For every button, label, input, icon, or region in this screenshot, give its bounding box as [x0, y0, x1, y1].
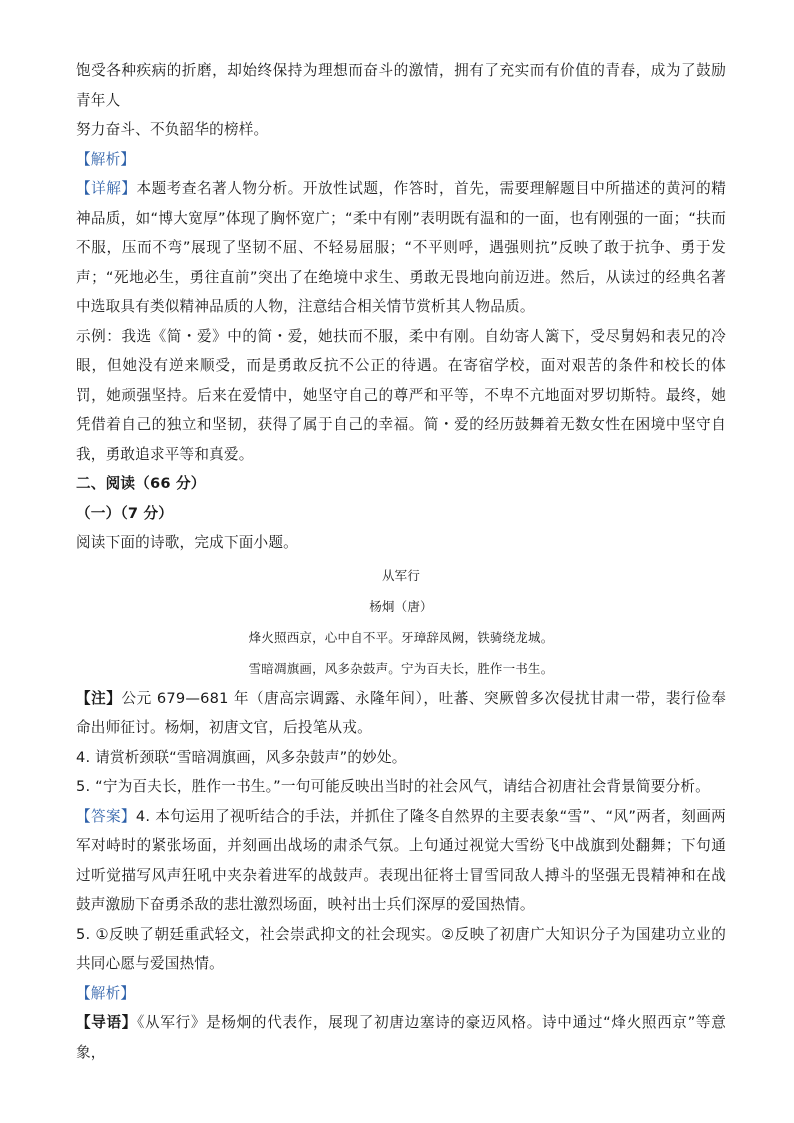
poem-line-2: 雪暗凋旗画，风多杂鼓声。宁为百夫长，胜作一书生。 [248, 660, 554, 676]
sub-section-heading: （一）（7 分） [76, 504, 174, 522]
intro-line-2: 努力奋斗、不负韶华的榜样。 [76, 121, 269, 138]
answer-5-paragraph: 5. ①反映了朝廷重武轻文，社会崇武抑文的社会现实。②反映了初唐广大知识分子为国建功立业的共同心愿与爱国热情。 [76, 925, 726, 972]
analysis-tag-2: 【解析】 [76, 984, 136, 1002]
analysis-tag: 【解析】 [76, 150, 136, 168]
guide-text: 《从军行》是杨炯的代表作，展现了初唐边塞诗的豪迈风格。诗中通过“烽火照西京”等意象， [76, 1014, 726, 1061]
answer-tag: 【答案】 [76, 807, 136, 825]
guide-tag: 【导语】 [76, 1014, 138, 1031]
section-heading: 二、阅读（66 分） [76, 475, 206, 492]
guide-paragraph [76, 1008, 726, 1067]
poem-title: 从军行 [381, 567, 421, 583]
question-5: 5. “宁为百夫长，胜作一书生。”一句可能反映出当时的社会风气，请结合初唐社会背景简要分析。 [76, 778, 710, 795]
poem-author: 杨炯（唐） [369, 598, 433, 614]
document-body [76, 56, 726, 1067]
poem-line-1: 烽火照西京，心中自不平。牙璋辞凤阙，铁骑绕龙城。 [248, 629, 554, 645]
reading-instruction: 阅读下面的诗歌，完成下面小题。 [76, 534, 298, 551]
answer-4-paragraph [76, 802, 726, 920]
answer-4-text: 4. 本句运用了视听结合的手法，并抓住了隆冬自然界的主要表象“雪”、“风”两者，刻画两军对峙时的紧张场面，并刻画出战场的肃杀气氛。上句通过视觉大雪纷飞中战旗到处翻舞；下句通过听觉描写风声狂吼中夹杂着进军的战鼓声。表现出征将士冒雪同敌人搏斗的坚强无畏精神和在战鼓声激励下奋勇杀敌的悲壮激烈场面，映衬出士兵们深厚的爱国热情。 [76, 807, 726, 913]
intro-line-1: 饱受各种疾病的折磨，却始终保持为理想而奋斗的激情，拥有了充实而有价值的青春，成为了鼓励青年人 [76, 62, 726, 109]
note-tag: 【注】 [76, 689, 122, 707]
detail-paragraph [76, 174, 726, 322]
detail-text: 本题考查名著人物分析。开放性试题，作答时，首先，需要理解题目中所描述的黄河的精神品质，如“博大宽厚”体现了胸怀宽广；“柔中有刚”表明既有温和的一面，也有刚强的一面；“扶而不服，压而不弯”展现了坚韧不屈、不轻易屈服；“不平则呼，遇强则抗”反映了敢于抗争、勇于发声；“死地必生，勇往直前”突出了在绝境中求生、勇敢无畏地向前迈进。然后，从读过的经典名著中选取具有类似精神品质的人物，注意结合相关情节赏析其人物品质。 [76, 180, 726, 315]
example-paragraph: 示例：我选《简・爱》中的简・爱，她扶而不服，柔中有刚。自幼寄人篱下，受尽舅妈和表兄的冷眼，但她没有逆来顺受，而是勇敢反抗不公正的待遇。在寄宿学校，面对艰苦的条件和校长的体罚，她顽强坚持。后来在爱情中，她坚守自己的尊严和平等，不卑不亢地面对罗切斯特。最终，她凭借着自己的独立和坚韧，获得了属于自己的幸福。简・爱的经历鼓舞着无数女性在困境中坚守自我，勇敢追求平等和真爱。 [76, 327, 726, 463]
note-text: 公元 679—681 年（唐高宗调露、永隆年间），吐蕃、突厥曾多次侵扰甘肃一带，裴行俭奉命出师征讨。杨炯，初唐文官，后投笔从戎。 [76, 689, 726, 736]
detail-tag: 【详解】 [76, 180, 137, 197]
question-4: 4. 请赏析颈联“雪暗凋旗画，风多杂鼓声”的妙处。 [76, 748, 407, 766]
note-paragraph [76, 684, 726, 743]
